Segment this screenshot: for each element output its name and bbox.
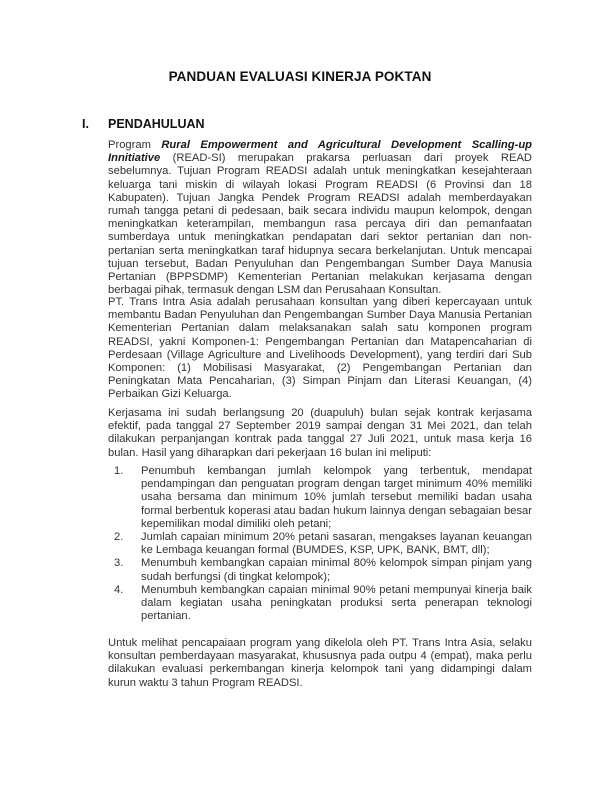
paragraph-lead: Program xyxy=(108,139,162,151)
paragraph-introduction xyxy=(108,139,532,297)
paragraph-contract: Kerjasama ini sudah berlangsung 20 (duapuluh) bulan sejak kontrak kerjasama efektif, pada tanggal 27 September 2019 sampai dengan 31 Mei 2021, dan telah dilakukan perpanjangan kontrak pada tanggal 27 Juli 2021, untuk masa kerja 16 bulan. Hasil yang diharapkan dari pekerjaan 16 bulan ini meliputi: xyxy=(108,407,532,459)
list-item xyxy=(108,557,532,583)
document-title: PANDUAN EVALUASI KINERJA POKTAN xyxy=(168,69,432,84)
list-item-number: 2. xyxy=(114,531,124,544)
outcomes-list xyxy=(108,465,532,623)
section-number: I. xyxy=(82,117,89,131)
list-item-number: 3. xyxy=(114,557,124,570)
list-item-text: Menumbuh kembangkan capaian minimal 80% kelompok simpan pinjam yang sudah berfungsi (di tingkat kelompok); xyxy=(141,557,532,583)
list-item-text: Jumlah capaian minimum 20% petani sasaran, mengakses layanan keuangan ke Lembaga keuangan formal (BUMDES, KSP, UPK, BANK, BMT, dll); xyxy=(141,531,532,557)
section-title: PENDAHULUAN xyxy=(108,117,205,131)
paragraph-body: (READ-SI) merupakan prakarsa perluasan dari proyek READ sebelumnya. Tujuan Program READSI adalah untuk meningkatkan kesejahteraan keluarga tani miskin di wilayah lokasi Program READSI (6 Provinsi dan 18 Kabupaten). Tujuan Jangka Pendek Program READSI adalah memberdayakan rumah tangga petani di pedesaan, baik secara individu maupun kelompok, dengan meningkatkan keterampilan, membangun rasa percaya diri dan pemanfaatan sumberdaya untuk meningkatkan pendapatan dari sektor pertanian dan non-pertanian serta meningkatkan taraf hidupnya secara berkelanjutan. Untuk mencapai tujuan tersebut, Badan Penyuluhan dan Pengembangan Sumber Daya Manusia Pertanian (BPPSDMP) Kementerian Pertanian melakukan kerjasama dengan berbagai pihak, termasuk dengan LSM dan Perusahaan Konsultan. xyxy=(108,152,532,297)
list-item xyxy=(108,531,532,557)
list-item-text: Penumbuh kembangan jumlah kelompok yang terbentuk, mendapat pendampingan dan penguatan program dengan target minimum 40% memiliki usaha bersama dan minimum 10% jumlah tersebut memiliki badan usaha formal berbentuk koperasi atau badan hukum lainnya dengan sebagaian besar kepemilikan modal dimiliki oleh petani; xyxy=(141,465,532,530)
list-item-number: 1. xyxy=(114,465,124,477)
list-item xyxy=(108,584,532,624)
list-item-text: Menumbuh kembangkan capaian minimal 90% petani mempunyai kinerja baik dalam kegiatan usaha peningkatan produksi serta penerapan teknologi pertanian. xyxy=(141,583,532,623)
paragraph-evaluation-purpose: Untuk melihat pencapaiaan program yang dikelola oleh PT. Trans Intra Asia, selaku konsultan pemberdayaan masyarakat, khususnya pada outpu 4 (empat), maka perlu dilakukan evaluasi perkembangan kinerja kelompok tani yang didampingi dalam kurun waktu 3 tahun Program READSI. xyxy=(108,637,532,689)
list-item-number: 4. xyxy=(114,583,124,596)
list-item xyxy=(108,465,532,531)
program-name-emphasis: Rural Empowerment and Agricultural Development Scalling-up Innitiative xyxy=(108,139,532,165)
paragraph-consultant: PT. Trans Intra Asia adalah perusahaan konsultan yang diberi kepercayaan untuk membantu Badan Penyuluhan dan Pengembangan Sumber Daya Manusia Pertanian Kementerian Pertanian dalam melaksanakan salah satu komponen program READSI, yakni Komponen-1: Pengembangan Pertanian dan Matapencaharian di Perdesaan (Village Agriculture and Livelihoods Development), yang terdiri dari Sub Komponen: (1) Mobilisasi Masyarakat, (2) Pengembangan Pertanian dan Peningkatan Mata Pencaharian, (3) Simpan Pinjam dan Literasi Keuangan, (4) Perbaikan Gizi Keluarga. xyxy=(108,296,532,401)
